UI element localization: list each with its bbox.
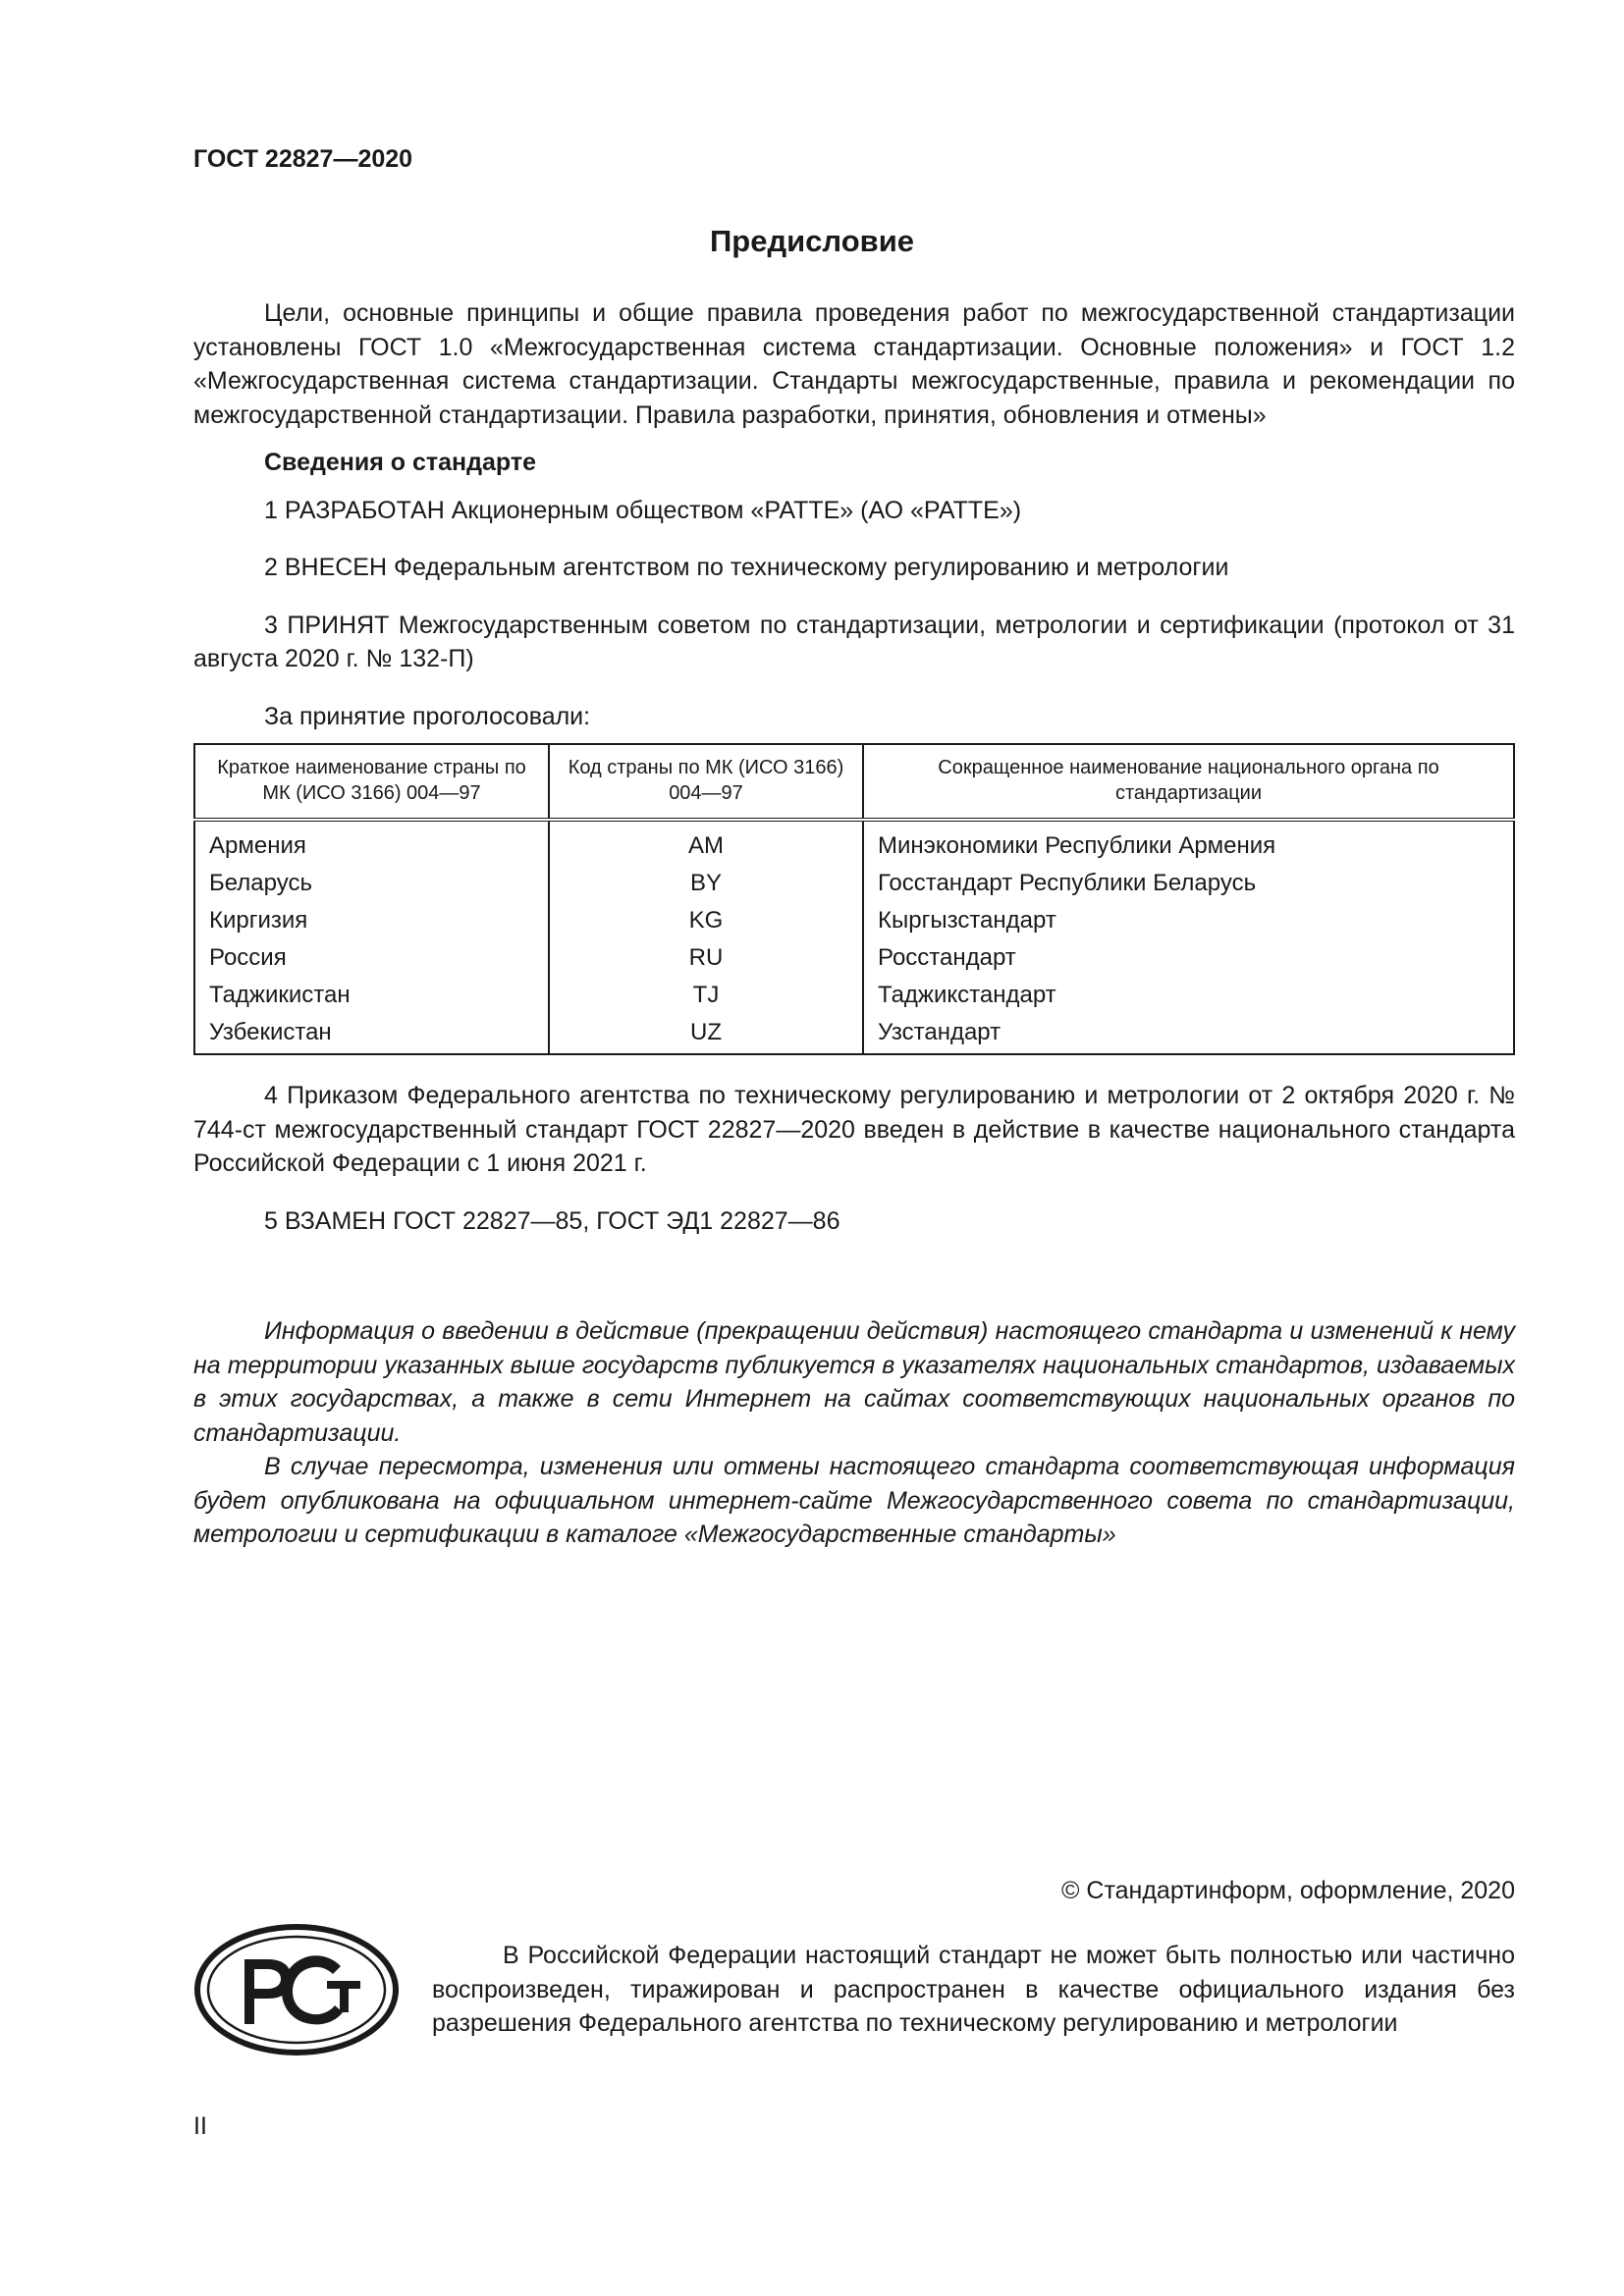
main-content bbox=[193, 296, 1515, 1552]
agency-name: Узстандарт bbox=[863, 1014, 1514, 1054]
country-name: Киргизия bbox=[194, 902, 549, 939]
table-header-agency: Сокращенное наименование национального органа по стандартизации bbox=[863, 744, 1514, 820]
country-code: BY bbox=[549, 865, 863, 902]
table-row bbox=[194, 939, 1514, 977]
table-row bbox=[194, 977, 1514, 1014]
country-name: Таджикистан bbox=[194, 977, 549, 1014]
country-code: AM bbox=[549, 820, 863, 865]
copyright-line: © Стандартинформ, оформление, 2020 bbox=[1061, 1877, 1515, 1904]
country-code: KG bbox=[549, 902, 863, 939]
table-row bbox=[194, 820, 1514, 865]
country-code: UZ bbox=[549, 1014, 863, 1054]
country-code: TJ bbox=[549, 977, 863, 1014]
notice-revision: В случае пересмотра, изменения или отмены настоящего стандарта соответствующая информация будет опубликована на официальном интернет-сайте Межгосударственного совета по стандартизации, метрологии и сертификации в каталоге «Межгосударственные стандарты» bbox=[193, 1453, 1515, 1548]
table-row bbox=[194, 902, 1514, 939]
table-row bbox=[194, 865, 1514, 902]
table-header-code: Код страны по МК (ИСО 3166) 004—97 bbox=[549, 744, 863, 820]
page-title: Предисловие bbox=[709, 224, 914, 258]
table-header-country: Краткое наименование страны по МК (ИСО 3166) 004—97 bbox=[194, 744, 549, 820]
intro-paragraph: Цели, основные принципы и общие правила проведения работ по межгосударственной стандартизации установлены ГОСТ 1.0 «Межгосударственная система стандартизации. Основные положения» и ГОСТ 1.2 «Межгосударственная система стандартизации. Стандарты межгосударственные, правила и рекомендации по межгосударственной стандартизации. Правила разработки, принятия, обновления и отмены» bbox=[193, 299, 1515, 429]
country-name: Беларусь bbox=[194, 865, 549, 902]
voting-table bbox=[193, 743, 1515, 1055]
agency-name: Таджикстандарт bbox=[863, 977, 1514, 1014]
country-name: Узбекистан bbox=[194, 1014, 549, 1054]
agency-name: Кыргызстандарт bbox=[863, 902, 1514, 939]
item-developed: 1 РАЗРАБОТАН Акционерным обществом «РАТТЕ» (АО «РАТТЕ») bbox=[264, 496, 1022, 524]
item-adopted: 3 ПРИНЯТ Межгосударственным советом по стандартизации, метрологии и сертификации (протокол от 31 августа 2020 г. № 132-П) bbox=[193, 611, 1515, 672]
rst-logo bbox=[193, 1922, 400, 2062]
info-heading: Сведения о стандарте bbox=[264, 449, 537, 476]
country-name: Армения bbox=[194, 820, 549, 865]
voted-label: За принятие проголосовали: bbox=[264, 702, 591, 730]
page-number: II bbox=[193, 2112, 207, 2140]
country-code: RU bbox=[549, 939, 863, 977]
item-submitted: 2 ВНЕСЕН Федеральным агентством по техническому регулированию и метрологии bbox=[264, 554, 1229, 581]
table-row bbox=[194, 1014, 1514, 1054]
agency-name: Госстандарт Республики Беларусь bbox=[863, 865, 1514, 902]
item-order: 4 Приказом Федерального агентства по техническому регулированию и метрологии от 2 октября 2020 г. № 744-ст межгосударственный стандарт ГОСТ 22827—2020 введен в действие в качестве национального стандарта Российской Федерации с 1 июня 2021 г. bbox=[193, 1082, 1515, 1177]
agency-name: Росстандарт bbox=[863, 939, 1514, 977]
country-name: Россия bbox=[194, 939, 549, 977]
notice-introduction: Информация о введении в действие (прекращении действия) настоящего стандарта и изменений к нему на территории указанных выше государств публикуется в указателях национальных стандартов, издаваемых в этих государствах, а также в сети Интернет на сайтах соответствующих национальных органов по стандартизации. bbox=[193, 1317, 1515, 1447]
rst-logo-icon bbox=[193, 1922, 400, 2057]
rights-notice: В Российской Федерации настоящий стандарт не может быть полностью или частично воспроизведен, тиражирован и распространен в качестве официального издания без разрешения Федерального агентства по техническому регулированию и метрологии bbox=[432, 1942, 1515, 2037]
document-id: ГОСТ 22827—2020 bbox=[193, 145, 413, 173]
item-replaces: 5 ВЗАМЕН ГОСТ 22827—85, ГОСТ ЭД1 22827—86 bbox=[264, 1206, 840, 1235]
agency-name: Минэкономики Республики Армения bbox=[863, 820, 1514, 865]
